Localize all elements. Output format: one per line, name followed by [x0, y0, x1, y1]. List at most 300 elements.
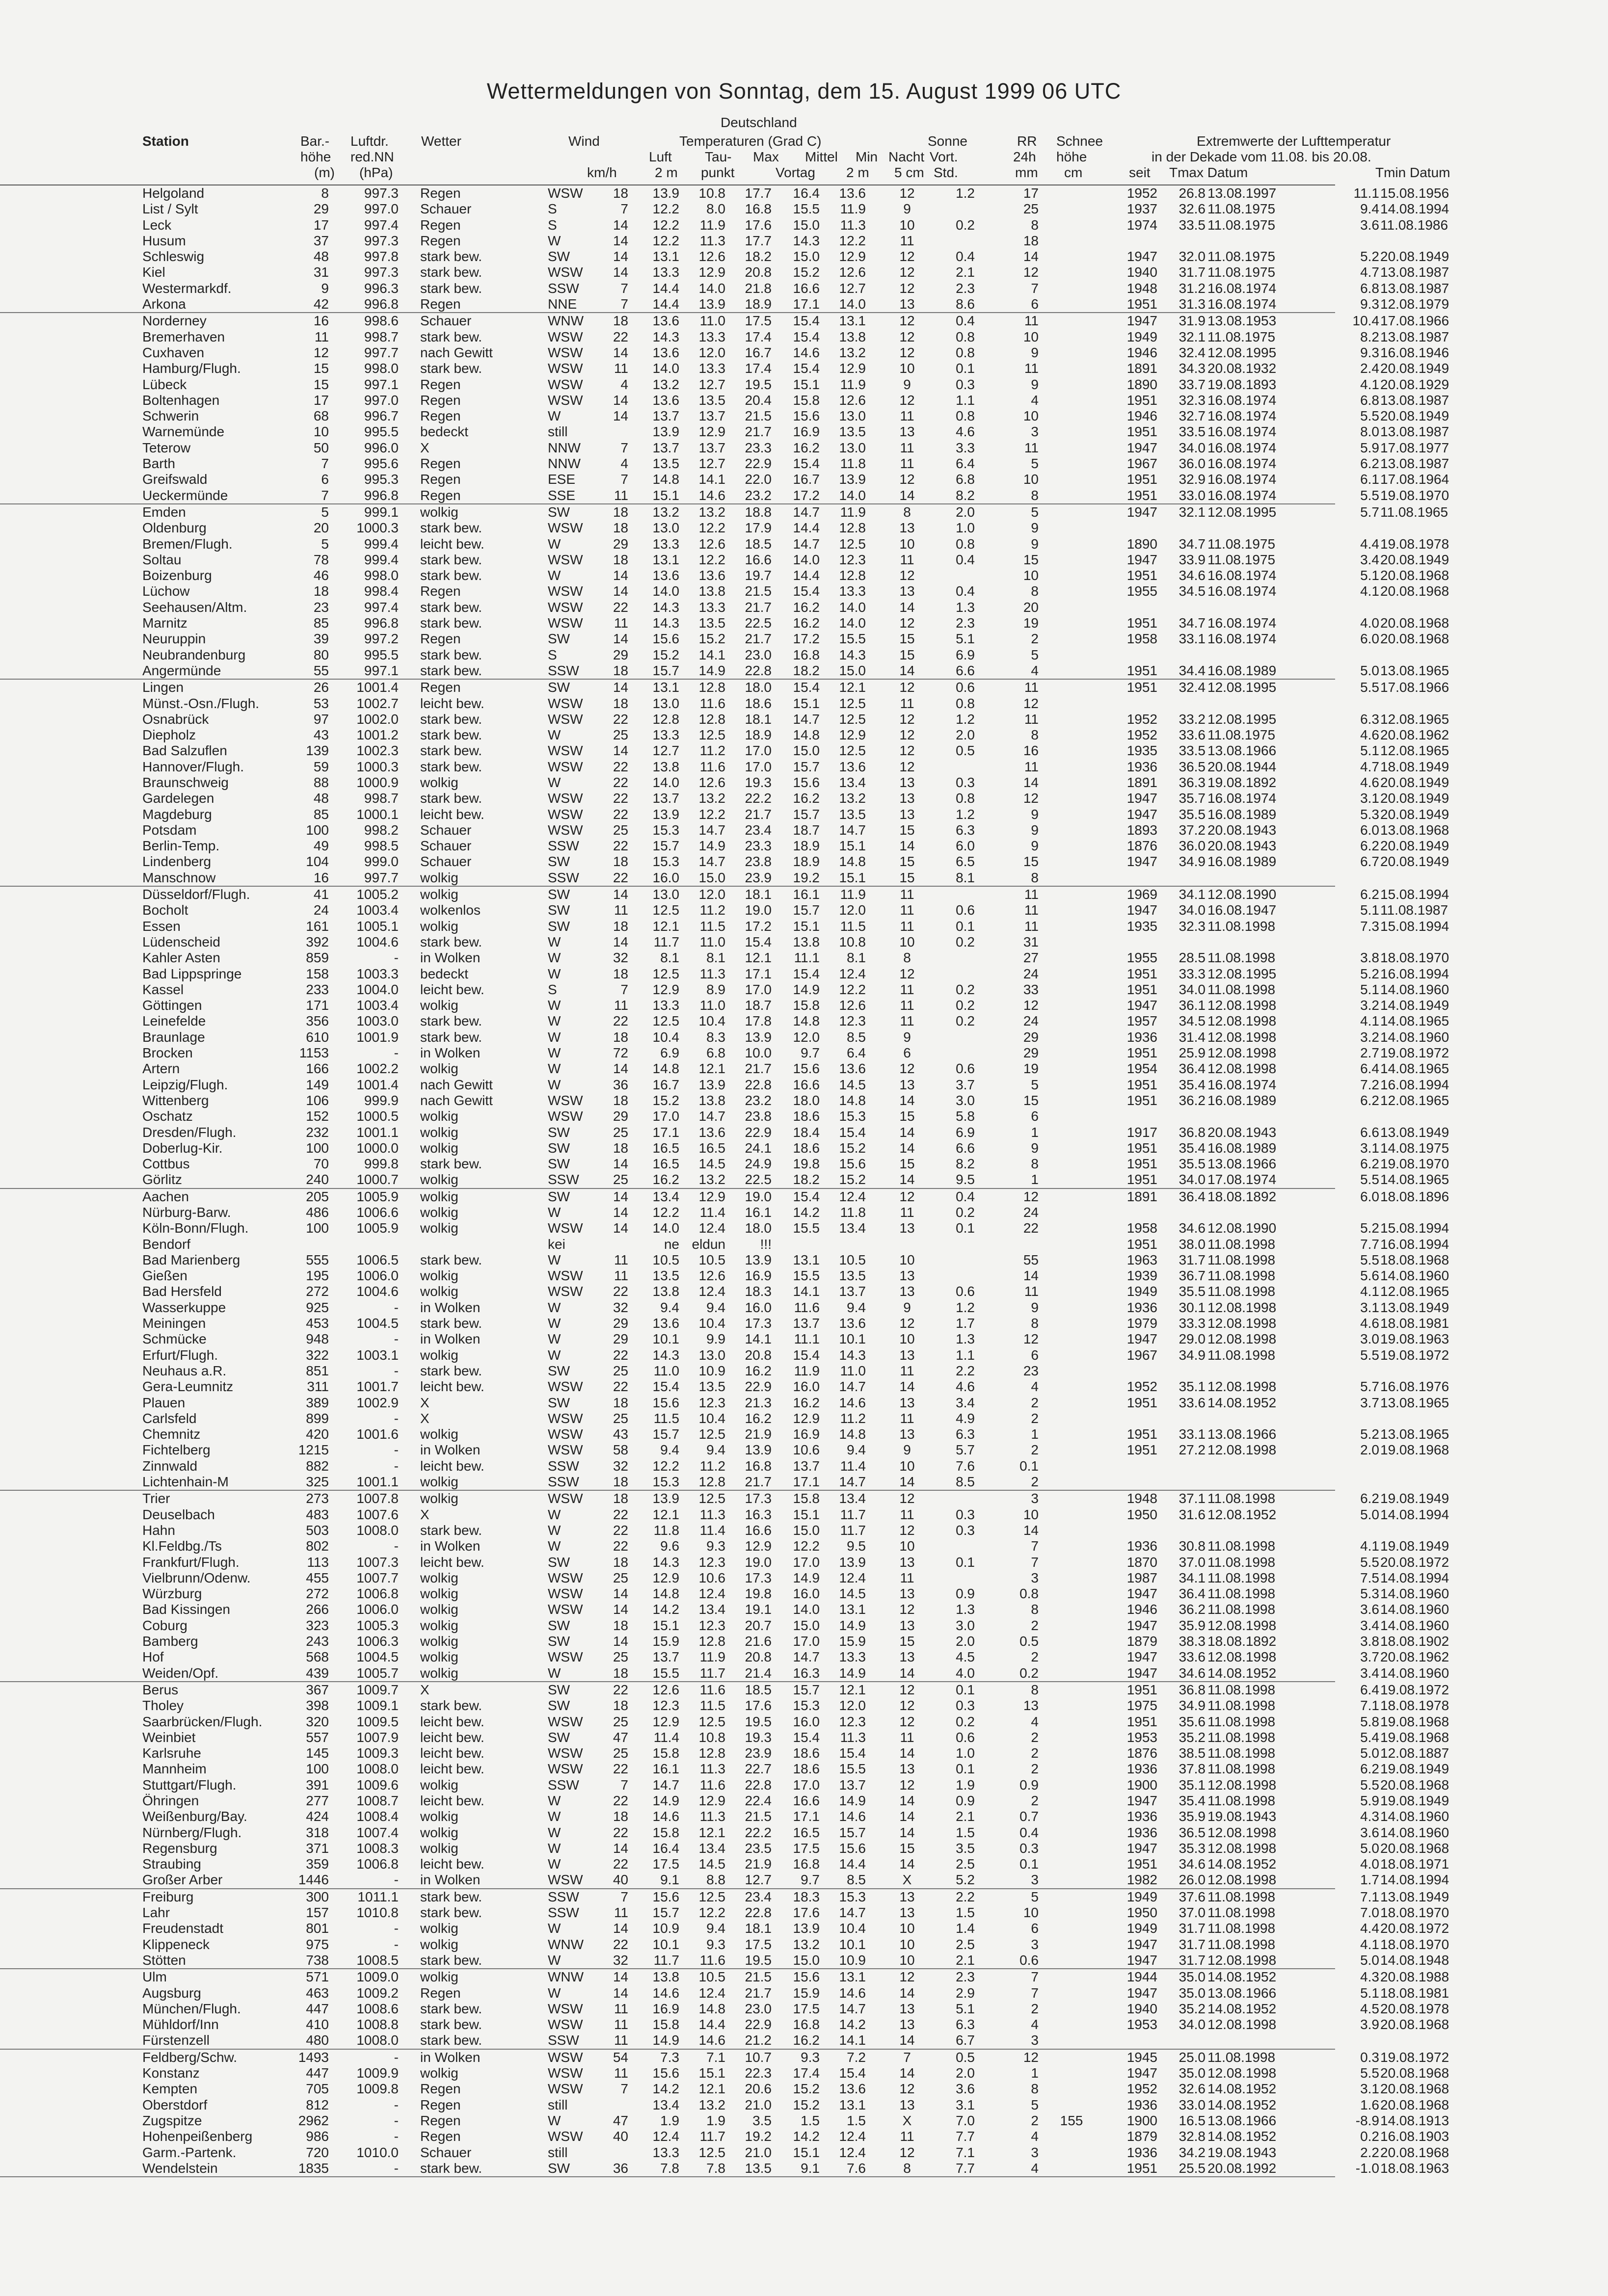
station-group — [0, 887, 1449, 1189]
cell-temp-air: 15.2 — [652, 647, 679, 662]
cell-wind-dir: SW — [548, 1729, 570, 1745]
cell-tmin-date: 20.08.1962 — [1380, 727, 1449, 743]
cell-pressure: 995.5 — [364, 424, 399, 440]
cell-height: 463 — [306, 1985, 329, 2001]
cell-temp-dew: 13.4 — [698, 1840, 725, 1856]
cell-wind-speed: 32 — [613, 950, 628, 966]
cell-since: 1951 — [1126, 424, 1157, 440]
cell-wind-speed: 14 — [613, 1188, 628, 1204]
cell-temp-air: 14.3 — [652, 329, 679, 344]
cell-temp-max: 21.7 — [745, 631, 772, 647]
cell-temp-min: 14.0 — [839, 296, 866, 312]
cell-precip: 8 — [1031, 727, 1039, 743]
cell-tmax-date: 13.08.1966 — [1207, 1156, 1277, 1172]
cell-temp-min: 13.1 — [839, 1602, 866, 1617]
cell-since: 1947 — [1126, 552, 1157, 567]
page-title: Wettermeldungen von Sonntag, dem 15. August 1999 06 UTC — [486, 79, 1122, 104]
cell-weather: wolkig — [420, 1061, 458, 1077]
cell-sunshine: 3.0 — [956, 1092, 975, 1108]
cell-since: 1951 — [1126, 1172, 1157, 1188]
cell-wind-speed: 22 — [613, 774, 628, 790]
cell-wind-speed: 11 — [614, 1905, 628, 1921]
cell-tmax-date: 20.08.1992 — [1207, 2160, 1277, 2176]
cell-wind-dir: WSW — [548, 2001, 583, 2016]
cell-tmin: 9.3 — [1360, 296, 1379, 312]
cell-tmax-date: 12.08.1998 — [1207, 998, 1277, 1013]
cell-tmin-date: 14.08.1960 — [1380, 1824, 1449, 1840]
cell-sunshine: 0.2 — [956, 1013, 975, 1029]
cell-wind-dir: WSW — [548, 361, 583, 376]
cell-temp-dew: 16.5 — [698, 1140, 725, 1156]
cell-pressure: 1005.9 — [356, 1188, 399, 1204]
cell-wind-dir: W — [548, 1013, 561, 1029]
cell-station: Mühldorf/Inn — [142, 2017, 219, 2032]
cell-weather: leicht bew. — [420, 1745, 484, 1761]
cell-wind-dir: WSW — [548, 1570, 583, 1585]
cell-tmin: 5.8 — [1360, 1714, 1379, 1729]
cell-temp-air: 10.9 — [652, 1921, 679, 1936]
cell-temp-night: 10 — [899, 1936, 915, 1952]
cell-temp-night: 13 — [899, 791, 915, 806]
cell-since: 1951 — [1126, 1714, 1157, 1729]
cell-temp-air: 13.1 — [652, 552, 679, 567]
cell-temp-dew: 7.1 — [706, 2049, 725, 2065]
cell-temp-max: 22.2 — [745, 1824, 772, 1840]
cell-height: 975 — [306, 1936, 329, 1952]
cell-height: 6 — [321, 472, 329, 487]
cell-sunshine: 0.4 — [956, 552, 975, 567]
cell-weather: stark bew. — [420, 599, 482, 615]
cell-temp-mean: 16.1 — [793, 887, 820, 902]
cell-sunshine: 0.5 — [956, 2049, 975, 2065]
cell-tmax: 25.9 — [1179, 1045, 1206, 1061]
cell-temp-air: 12.2 — [652, 201, 679, 217]
table-row — [0, 1634, 1449, 1649]
cell-height: 80 — [313, 647, 329, 662]
cell-tmax-date: 20.08.1943 — [1207, 1124, 1277, 1140]
cell-temp-min: 8.5 — [847, 1029, 866, 1045]
cell-tmax-date: 11.08.1998 — [1207, 1698, 1276, 1714]
cell-tmin-date: 14.08.1960 — [1380, 1586, 1449, 1602]
cell-temp-max: 20.8 — [745, 1347, 772, 1363]
cell-wind-dir: WSW — [548, 1379, 583, 1395]
cell-station: Erfurt/Flugh. — [142, 1347, 218, 1363]
cell-weather: X — [420, 1410, 429, 1426]
cell-wind-dir: W — [548, 1506, 561, 1522]
header-wind: Wind — [568, 133, 600, 149]
cell-temp-max: 22.9 — [745, 1379, 772, 1395]
cell-tmax: 34.5 — [1179, 1013, 1206, 1029]
header-max: Max — [753, 149, 779, 164]
cell-pressure: 1007.6 — [356, 1506, 399, 1522]
cell-tmax-date: 12.08.1998 — [1207, 1331, 1277, 1347]
cell-temp-max: 13.9 — [745, 1442, 772, 1458]
table-row — [0, 854, 1449, 870]
cell-height: 8 — [321, 185, 329, 201]
cell-temp-night: 14 — [899, 1124, 915, 1140]
cell-wind-dir: SW — [548, 1682, 570, 1697]
cell-station: Bremerhaven — [142, 329, 225, 344]
cell-precip: 8 — [1031, 1156, 1039, 1172]
cell-wind-speed: 43 — [613, 1426, 628, 1442]
cell-tmin-date: 11.08.1987 — [1380, 902, 1448, 918]
cell-station: Berlin-Temp. — [142, 838, 220, 854]
cell-temp-max: 23.0 — [745, 2001, 772, 2016]
cell-since: 1939 — [1126, 1268, 1157, 1284]
cell-since: 1951 — [1126, 966, 1157, 981]
cell-temp-night: 14 — [899, 1665, 915, 1681]
table-row — [0, 2129, 1449, 2144]
cell-sunshine: 0.2 — [956, 981, 975, 997]
cell-temp-mean: 16.4 — [793, 185, 820, 201]
cell-weather: X — [420, 440, 429, 455]
cell-height: 68 — [313, 408, 329, 424]
cell-wind-dir: WSW — [548, 1745, 583, 1761]
cell-temp-min: 11.9 — [840, 887, 866, 902]
cell-tmax: 33.6 — [1179, 727, 1206, 743]
cell-tmin-date: 13.08.1968 — [1380, 822, 1449, 838]
cell-temp-max: 13.9 — [745, 1029, 772, 1045]
cell-height: 20 — [313, 520, 329, 536]
table-row — [0, 727, 1449, 743]
cell-since: 1944 — [1126, 1969, 1157, 1985]
cell-weather: Regen — [420, 680, 461, 695]
cell-pressure: 1000.7 — [356, 1172, 399, 1188]
cell-wind-dir: W — [548, 998, 561, 1013]
cell-tmin: 3.1 — [1360, 791, 1379, 806]
cell-station: Manschnow — [142, 870, 216, 885]
cell-pressure: - — [394, 1299, 399, 1315]
cell-tmax-date: 11.08.1975 — [1207, 217, 1276, 233]
cell-tmax: 26.8 — [1179, 185, 1206, 201]
cell-station: Gießen — [142, 1268, 188, 1284]
cell-sunshine: 6.7 — [956, 2032, 975, 2048]
cell-temp-min: 6.4 — [847, 1045, 866, 1061]
cell-temp-dew: 10.5 — [698, 1969, 725, 1985]
cell-temp-min: 14.5 — [839, 1077, 866, 1092]
cell-weather: nach Gewitt — [420, 344, 493, 360]
cell-station: Stuttgart/Flugh. — [142, 1777, 237, 1793]
cell-pressure: 1003.0 — [356, 1013, 399, 1029]
cell-weather: Regen — [420, 1985, 461, 2001]
cell-height: 158 — [306, 966, 329, 981]
cell-height: 17 — [313, 217, 329, 233]
cell-wind-speed: 7 — [620, 472, 628, 487]
cell-wind-dir: WSW — [548, 822, 583, 838]
cell-precip: 5 — [1031, 647, 1039, 662]
cell-since: 1879 — [1126, 2129, 1157, 2144]
cell-temp-air: 7.8 — [660, 2160, 679, 2176]
cell-height: 503 — [306, 1522, 329, 1538]
cell-temp-dew: 9.3 — [706, 1936, 725, 1952]
cell-sunshine: 0.2 — [956, 998, 975, 1013]
cell-temp-air: 15.1 — [652, 487, 679, 503]
station-group — [0, 504, 1449, 680]
cell-temp-mean: 14.2 — [793, 1205, 820, 1220]
cell-temp-min: 14.0 — [839, 615, 866, 631]
cell-temp-mean: 16.0 — [793, 1379, 820, 1395]
cell-tmax: 36.8 — [1179, 1682, 1206, 1697]
cell-tmin: 6.4 — [1360, 1061, 1379, 1077]
cell-weather: leicht bew. — [420, 1458, 484, 1474]
cell-since: 1879 — [1126, 1634, 1157, 1649]
cell-precip: 9 — [1031, 1140, 1039, 1156]
cell-tmax: 35.0 — [1179, 1969, 1206, 1985]
cell-height: 272 — [306, 1586, 329, 1602]
cell-temp-night: 6 — [903, 1045, 911, 1061]
cell-wind-dir: SSW — [548, 1889, 579, 1904]
table-row — [0, 2049, 1449, 2065]
cell-pressure: 1008.8 — [356, 2017, 399, 2032]
cell-tmin: 4.0 — [1360, 615, 1379, 631]
cell-temp-air: 15.8 — [652, 1745, 679, 1761]
cell-tmax-date: 16.08.1974 — [1207, 615, 1277, 631]
cell-temp-min: 14.6 — [839, 1985, 866, 2001]
cell-tmax-date: 11.08.1998 — [1207, 1905, 1276, 1921]
cell-temp-min: 13.7 — [839, 1777, 866, 1793]
cell-temp-night: 13 — [899, 296, 915, 312]
cell-temp-night: 13 — [899, 806, 915, 822]
cell-weather: X — [420, 1506, 429, 1522]
cell-weather: wolkig — [420, 1570, 458, 1585]
cell-wind-speed: 7 — [620, 296, 628, 312]
cell-weather: in Wolken — [420, 1331, 481, 1347]
cell-temp-mean: 15.7 — [793, 1682, 820, 1697]
cell-height: 205 — [306, 1188, 329, 1204]
cell-temp-min: 14.7 — [839, 2001, 866, 2016]
cell-precip: 14 — [1023, 1268, 1039, 1284]
cell-tmax: 31.7 — [1179, 1921, 1206, 1936]
cell-temp-min: 15.5 — [839, 631, 866, 647]
cell-since: 1947 — [1126, 1840, 1157, 1856]
cell-tmax-date: 12.08.1998 — [1207, 1649, 1277, 1665]
cell-pressure: 999.4 — [364, 552, 399, 567]
cell-tmin-date: 20.08.1949 — [1380, 361, 1449, 376]
cell-height: 371 — [306, 1840, 329, 1856]
cell-temp-max: 16.2 — [745, 1363, 772, 1378]
cell-tmin: 4.6 — [1360, 774, 1379, 790]
cell-temp-dew: 10.8 — [698, 1729, 725, 1745]
cell-tmin-date: 15.08.1994 — [1380, 1220, 1449, 1236]
cell-pressure: 1010.8 — [356, 1905, 399, 1921]
cell-temp-air: 15.6 — [652, 631, 679, 647]
cell-since: 1957 — [1126, 1013, 1157, 1029]
cell-wind-speed: 14 — [613, 887, 628, 902]
cell-wind-dir: SW — [548, 1554, 570, 1570]
cell-temp-min: 15.3 — [839, 1889, 866, 1904]
cell-temp-dew: 13.2 — [698, 791, 725, 806]
table-row — [0, 1172, 1449, 1188]
cell-temp-dew: 12.6 — [698, 249, 725, 264]
cell-temp-mean: 14.9 — [793, 1570, 820, 1585]
cell-temp-mean: 12.2 — [793, 1538, 820, 1554]
cell-temp-min: 11.4 — [840, 1458, 866, 1474]
cell-temp-night: 12 — [899, 313, 915, 329]
cell-temp-mean: 18.0 — [793, 1092, 820, 1108]
cell-precip: 0.5 — [1019, 1634, 1039, 1649]
cell-since: 1948 — [1126, 280, 1157, 296]
cell-tmax-date: 11.08.1998 — [1207, 1761, 1276, 1777]
cell-precip: 11 — [1024, 313, 1039, 329]
cell-weather: wolkenlos — [420, 902, 481, 918]
cell-since: 1987 — [1126, 1570, 1157, 1585]
cell-wind-speed: 14 — [613, 217, 628, 233]
cell-precip: 9 — [1031, 344, 1039, 360]
cell-sunshine: 3.4 — [956, 1395, 975, 1410]
cell-tmax-date: 19.08.1943 — [1207, 2144, 1277, 2160]
cell-precip: 3 — [1031, 1570, 1039, 1585]
cell-sunshine: 1.2 — [956, 711, 975, 727]
cell-height: 12 — [313, 344, 329, 360]
cell-temp-mean: 15.8 — [793, 1491, 820, 1506]
cell-weather: stark bew. — [420, 1905, 482, 1921]
cell-since: 1951 — [1126, 472, 1157, 487]
cell-temp-night: 14 — [899, 1745, 915, 1761]
cell-precip: 2 — [1031, 2112, 1039, 2128]
cell-height: 232 — [306, 1124, 329, 1140]
cell-pressure: 1001.7 — [356, 1379, 399, 1395]
cell-temp-mean: 9.1 — [801, 2160, 820, 2176]
cell-temp-max: 18.0 — [745, 1220, 772, 1236]
weather-table — [0, 185, 1608, 2177]
cell-station: Teterow — [142, 440, 191, 455]
cell-wind-speed: 18 — [613, 1665, 628, 1681]
cell-wind-dir: SW — [548, 680, 570, 695]
cell-since: 1917 — [1126, 1124, 1157, 1140]
cell-tmin: 5.5 — [1360, 487, 1379, 503]
cell-temp-air: 13.5 — [652, 1268, 679, 1284]
cell-temp-min: 13.2 — [839, 791, 866, 806]
cell-temp-night: 12 — [899, 2081, 915, 2097]
cell-wind-dir: SSW — [548, 1777, 579, 1793]
cell-temp-dew: 11.6 — [699, 695, 725, 711]
cell-tmax-date: 11.08.1998 — [1207, 1729, 1276, 1745]
cell-precip: 9 — [1031, 838, 1039, 854]
cell-station: Köln-Bonn/Flugh. — [142, 1220, 249, 1236]
cell-temp-max: 23.9 — [745, 1745, 772, 1761]
table-row — [0, 1029, 1449, 1045]
cell-temp-max: 17.8 — [745, 1013, 772, 1029]
cell-temp-dew: 14.5 — [698, 1856, 725, 1872]
cell-since: 1900 — [1126, 1777, 1157, 1793]
cell-weather: nach Gewitt — [420, 1077, 493, 1092]
cell-wind-dir: still — [548, 2097, 568, 2112]
cell-temp-air: 10.5 — [652, 1252, 679, 1267]
cell-temp-air: 13.4 — [652, 2097, 679, 2112]
table-row — [0, 2065, 1449, 2081]
cell-temp-max: 23.4 — [745, 1889, 772, 1904]
cell-tmin-date: 18.08.1963 — [1380, 2160, 1449, 2176]
table-row — [0, 536, 1449, 552]
cell-temp-night: 15 — [899, 1156, 915, 1172]
cell-temp-air: 14.6 — [652, 1985, 679, 2001]
cell-precip: 4 — [1031, 2160, 1039, 2176]
cell-station: Meiningen — [142, 1316, 206, 1331]
cell-since: 1876 — [1126, 838, 1157, 854]
cell-tmin: 4.6 — [1360, 1316, 1379, 1331]
cell-temp-night: 12 — [899, 1682, 915, 1697]
cell-precip: 12 — [1023, 1331, 1039, 1347]
cell-station: Doberlug-Kir. — [142, 1140, 223, 1156]
cell-temp-air: 12.5 — [652, 966, 679, 981]
cell-wind-dir: W — [548, 727, 561, 743]
cell-pressure: 997.1 — [364, 376, 399, 392]
cell-weather: stark bew. — [420, 1316, 482, 1331]
cell-wind-dir: WSW — [548, 376, 583, 392]
cell-tmin-date: 11.08.1986 — [1380, 217, 1448, 233]
cell-tmax-date: 11.08.1998 — [1207, 1714, 1276, 1729]
cell-pressure: 998.6 — [364, 313, 399, 329]
cell-wind-speed: 14 — [613, 631, 628, 647]
cell-tmax: 32.1 — [1179, 504, 1206, 520]
table-row — [0, 1268, 1449, 1284]
cell-since: 1947 — [1126, 998, 1157, 1013]
cell-temp-dew: 11.9 — [699, 1649, 725, 1665]
cell-tmin: 5.0 — [1360, 662, 1379, 678]
cell-station: Boizenburg — [142, 568, 212, 583]
cell-station: Hamburg/Flugh. — [142, 361, 241, 376]
cell-wind-dir: W — [548, 1061, 561, 1077]
cell-since: 1947 — [1126, 854, 1157, 870]
cell-temp-night: 12 — [899, 727, 915, 743]
cell-wind-dir: W — [548, 1840, 561, 1856]
cell-sunshine: 1.3 — [956, 1602, 975, 1617]
cell-temp-dew: 8.3 — [706, 1029, 725, 1045]
cell-tmin-date: 13.08.1949 — [1380, 1889, 1449, 1904]
cell-temp-max: 19.5 — [745, 1714, 772, 1729]
cell-pressure: 1008.4 — [356, 1809, 399, 1824]
cell-tmax: 34.9 — [1179, 854, 1206, 870]
cell-pressure: 996.3 — [364, 280, 399, 296]
cell-tmin: 2.4 — [1360, 361, 1379, 376]
cell-precip: 6 — [1031, 296, 1039, 312]
cell-sunshine: 2.1 — [956, 1809, 975, 1824]
cell-weather: wolkig — [420, 1124, 458, 1140]
cell-temp-max: 23.0 — [745, 647, 772, 662]
header-sonne-c: Std. — [934, 165, 958, 180]
cell-wind-speed: 14 — [613, 392, 628, 408]
cell-tmax-date: 12.08.1998 — [1207, 1872, 1277, 1888]
cell-since: 1890 — [1126, 376, 1157, 392]
cell-temp-night: 12 — [899, 344, 915, 360]
cell-wind-speed: 14 — [613, 1220, 628, 1236]
cell-wind-speed: 47 — [613, 1729, 628, 1745]
cell-temp-dew: eldun — [692, 1236, 725, 1252]
cell-temp-air: 15.6 — [652, 1395, 679, 1410]
cell-wind-dir: W — [548, 1824, 561, 1840]
cell-tmax: 34.6 — [1179, 1856, 1206, 1872]
cell-temp-night: 13 — [899, 1284, 915, 1299]
cell-sunshine: 4.9 — [956, 1410, 975, 1426]
cell-temp-night: 13 — [899, 1761, 915, 1777]
cell-temp-night: 12 — [899, 1491, 915, 1506]
cell-temp-mean: 15.5 — [793, 1268, 820, 1284]
cell-pressure: 996.0 — [364, 440, 399, 455]
cell-pressure: 1002.7 — [356, 695, 399, 711]
cell-temp-mean: 18.2 — [793, 662, 820, 678]
cell-wind-speed: 7 — [620, 280, 628, 296]
cell-temp-max: 21.8 — [745, 280, 772, 296]
cell-temp-dew: 12.6 — [698, 536, 725, 552]
cell-temp-air: 13.6 — [652, 1316, 679, 1331]
cell-sunshine: 6.8 — [956, 472, 975, 487]
header-luft2: red.NN — [350, 149, 394, 164]
cell-pressure: 1002.0 — [356, 711, 399, 727]
cell-tmin: 5.2 — [1360, 1426, 1379, 1442]
cell-tmax: 32.7 — [1179, 408, 1206, 424]
cell-temp-night: 13 — [899, 1617, 915, 1633]
cell-station: Seehausen/Altm. — [142, 599, 247, 615]
